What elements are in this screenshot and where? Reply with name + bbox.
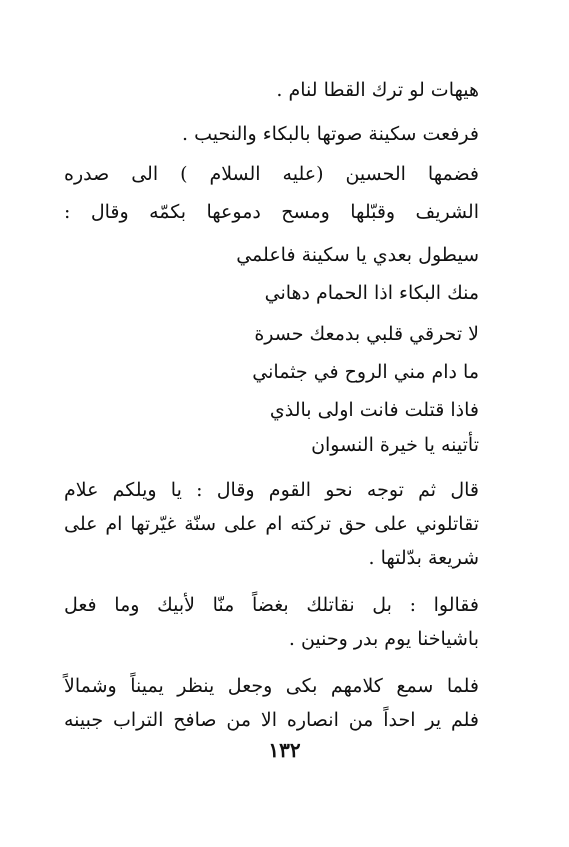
text-line-2: فرفعت سكينة صوتها بالبكاء والنحيب . [181,123,479,145]
text-line-4: الشريف وقبّلها ومسح دموعها بكمّه وقال : [64,201,479,223]
text-line-1: هيهات لو ترك القطا لنام . [276,79,479,101]
text-line-15: باشياخنا يوم بدر وحنين . [288,628,479,650]
text-line-17: فلم ير احداً من انصاره الا من صافح التراب جبينه [64,709,479,731]
poem-verse-1a: سيطول بعدي يا سكينة فاعلمي [236,244,479,266]
poem-verse-3a: فاذا قتلت فانت اولى بالذي [269,399,479,421]
poem-verse-2a: لا تحرقي قلبي بدمعك حسرة [254,323,479,345]
page-number: ١٣٢ [268,738,301,762]
poem-verse-1b: منك البكاء اذا الحمام دهاني [264,282,479,304]
text-line-16: فلما سمع كلامهم بكى وجعل ينظر يميناً وشمالاً [64,675,479,697]
text-line-13: شريعة بدّلتها . [368,547,479,569]
text-line-11: قال ثم توجه نحو القوم وقال : يا ويلكم علام [64,479,479,501]
text-line-14: فقالوا : بل نقاتلك بغضاً منّا لأبيك وما فعل [64,594,479,616]
text-line-3: فضمها الحسين (عليه السلام ) الى صدره [64,163,479,185]
text-line-12: تقاتلوني على حق تركته ام على سنّة غيّرتها ام على [64,513,479,535]
poem-verse-3b: تأتينه يا خيرة النسوان [311,434,479,456]
poem-verse-2b: ما دام مني الروح في جثماني [252,361,479,383]
